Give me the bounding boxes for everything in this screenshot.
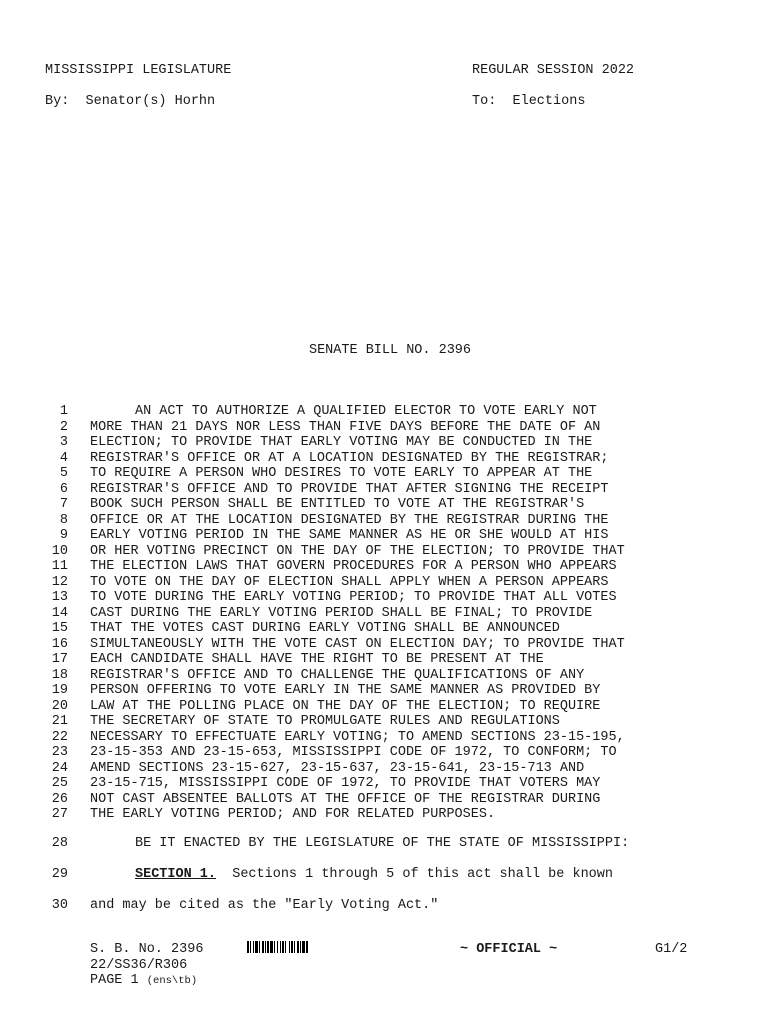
bill-line: 23-15-715, MISSISSIPPI CODE OF 1972, TO PROVIDE THAT VOTERS MAY (90, 776, 601, 791)
line-number: 23 (51, 745, 68, 760)
line-number: 30 (51, 898, 68, 913)
line-number: 6 (59, 481, 68, 497)
section-text: Sections 1 through 5 of this act shall be known (216, 867, 613, 882)
line-number: 21 (51, 714, 68, 729)
bill-line: 23-15-353 AND 23-15-653, MISSISSIPPI CODE OF 1972, TO CONFORM; TO (90, 745, 617, 760)
line-number: 2 (59, 419, 68, 435)
official-marker: ~ OFFICIAL ~ (460, 942, 558, 957)
bill-line: PERSON OFFERING TO VOTE EARLY IN THE SAME MANNER AS PROVIDED BY (90, 683, 601, 698)
line-number: 24 (51, 760, 68, 776)
line-number: 10 (51, 543, 68, 559)
bill-line: REGISTRAR'S OFFICE OR AT A LOCATION DESIGNATED BY THE REGISTRAR; (90, 450, 609, 466)
sponsor-line: By: Senator(s) Horhn (45, 94, 216, 109)
line-number: 3 (59, 435, 68, 450)
bill-title: SENATE BILL NO. 2396 (308, 343, 472, 358)
bill-line: AN ACT TO AUTHORIZE A QUALIFIED ELECTOR TO VOTE EARLY NOT (135, 404, 597, 419)
bill-line: EARLY VOTING PERIOD IN THE SAME MANNER AS HE OR SHE WOULD AT HIS (90, 528, 609, 543)
bill-line: ELECTION; TO PROVIDE THAT EARLY VOTING MAY BE CONDUCTED IN THE (90, 435, 593, 450)
bill-line: NECESSARY TO EFFECTUATE EARLY VOTING; TO AMEND SECTIONS 23-15-195, (90, 729, 625, 745)
line-number: 27 (51, 807, 68, 822)
line-number: 1 (59, 404, 68, 419)
bill-line: and may be cited as the "Early Voting Act." (90, 898, 439, 913)
bill-line: MORE THAN 21 DAYS NOR LESS THAN FIVE DAYS BEFORE THE DATE OF AN (90, 419, 601, 435)
footer-page-number (90, 973, 197, 990)
page-code: G1/2 (655, 942, 688, 957)
bill-line: BE IT ENACTED BY THE LEGISLATURE OF THE STATE OF MISSISSIPPI: (135, 836, 630, 851)
line-number: 9 (59, 528, 68, 543)
bill-line: THE SECRETARY OF STATE TO PROMULGATE RULES AND REGULATIONS (90, 714, 560, 729)
bill-line: EACH CANDIDATE SHALL HAVE THE RIGHT TO BE PRESENT AT THE (90, 652, 544, 667)
line-number: 8 (59, 512, 68, 528)
bill-line: REGISTRAR'S OFFICE AND TO PROVIDE THAT AFTER SIGNING THE RECEIPT (90, 481, 609, 497)
line-number: 29 (51, 867, 68, 882)
bill-line: TO VOTE DURING THE EARLY VOTING PERIOD; TO PROVIDE THAT ALL VOTES (90, 590, 617, 605)
bill-line: BOOK SUCH PERSON SHALL BE ENTITLED TO VOTE AT THE REGISTRAR'S (90, 497, 585, 512)
barcode-image (247, 941, 357, 953)
line-number: 7 (59, 497, 68, 512)
legislature-heading: MISSISSIPPI LEGISLATURE (45, 63, 232, 78)
line-number: 12 (51, 574, 68, 590)
line-number: 18 (51, 667, 68, 683)
committee-line: To: Elections (472, 94, 586, 109)
bill-line: LAW AT THE POLLING PLACE ON THE DAY OF THE ELECTION; TO REQUIRE (90, 698, 601, 714)
line-number: 14 (51, 605, 68, 621)
line-number: 16 (51, 636, 68, 652)
page-label: PAGE 1 (90, 973, 139, 988)
line-number: 22 (51, 729, 68, 745)
bill-line: SIMULTANEOUSLY WITH THE VOTE CAST ON ELECTION DAY; TO PROVIDE THAT (90, 636, 625, 652)
footer-bill-reference: S. B. No. 2396 (90, 942, 204, 957)
line-number: 11 (51, 559, 68, 574)
line-number: 4 (59, 450, 68, 466)
section-heading: SECTION 1. (135, 867, 217, 882)
bill-line: THE EARLY VOTING PERIOD; AND FOR RELATED PURPOSES. (90, 807, 496, 822)
line-number: 28 (51, 836, 68, 851)
bill-line: TO REQUIRE A PERSON WHO DESIRES TO VOTE EARLY TO APPEAR AT THE (90, 466, 593, 481)
bill-line: CAST DURING THE EARLY VOTING PERIOD SHALL BE FINAL; TO PROVIDE (90, 605, 593, 621)
bill-line: TO VOTE ON THE DAY OF ELECTION SHALL APPLY WHEN A PERSON APPEARS (90, 574, 609, 590)
line-number: 19 (51, 683, 68, 698)
line-number: 26 (51, 791, 68, 807)
line-number: 17 (51, 652, 68, 667)
bill-line: AMEND SECTIONS 23-15-627, 23-15-637, 23-15-641, 23-15-713 AND (90, 760, 585, 776)
bill-line: OR HER VOTING PRECINCT ON THE DAY OF THE ELECTION; TO PROVIDE THAT (90, 543, 625, 559)
page-tag: (ens\tb) (146, 975, 198, 987)
line-number: 15 (51, 621, 68, 636)
bill-line: THAT THE VOTES CAST DURING EARLY VOTING SHALL BE ANNOUNCED (90, 621, 560, 636)
line-number: 13 (51, 590, 68, 605)
line-number: 20 (51, 698, 68, 714)
bill-line (90, 867, 613, 883)
session-heading: REGULAR SESSION 2022 (472, 63, 635, 78)
footer-document-code: 22/SS36/R306 (90, 958, 188, 973)
bill-line: OFFICE OR AT THE LOCATION DESIGNATED BY THE REGISTRAR DURING THE (90, 512, 609, 528)
bill-line: REGISTRAR'S OFFICE AND TO CHALLENGE THE QUALIFICATIONS OF ANY (90, 667, 585, 683)
line-number: 25 (51, 776, 68, 791)
bill-line: NOT CAST ABSENTEE BALLOTS AT THE OFFICE OF THE REGISTRAR DURING (90, 791, 601, 807)
line-number: 5 (59, 466, 68, 481)
bill-line: THE ELECTION LAWS THAT GOVERN PROCEDURES FOR A PERSON WHO APPEARS (90, 559, 617, 574)
